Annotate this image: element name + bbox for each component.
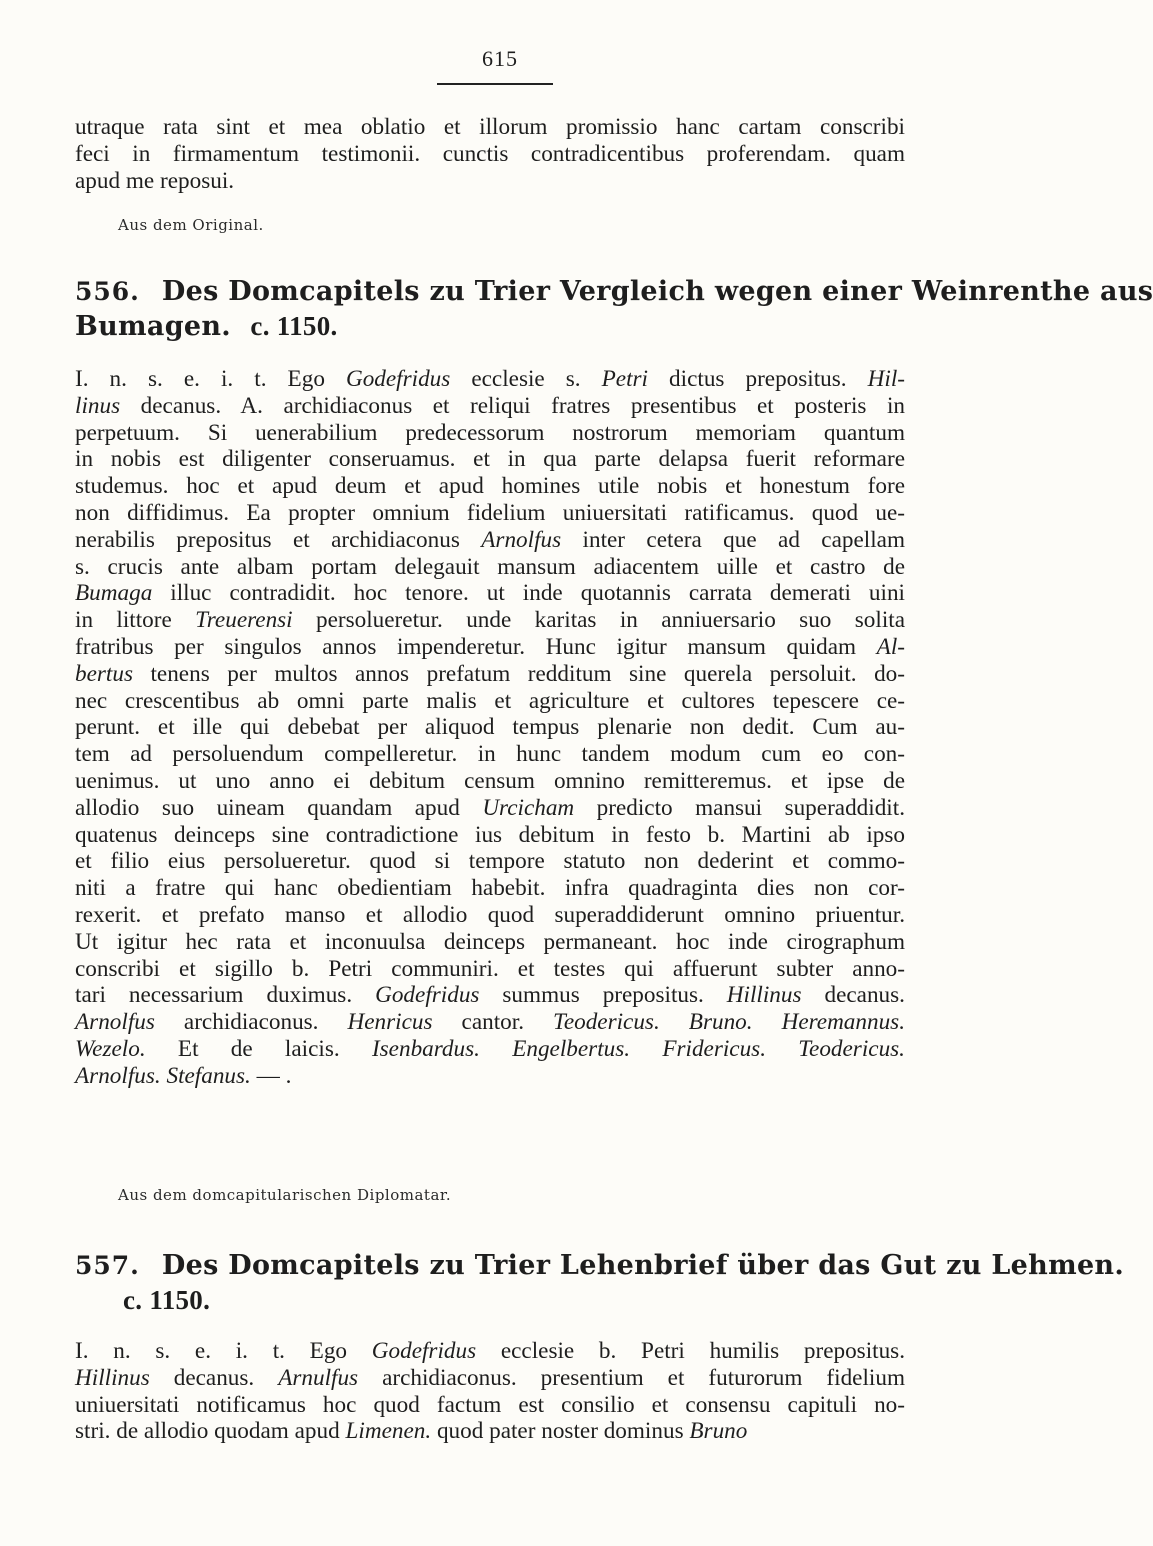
text-line: in nobis est diligenter conseruamus. et in qua parte delapsa fuerit reformare — [75, 446, 905, 473]
italic-name: Arnolfus — [481, 526, 562, 553]
text-line: I. n. s. e. i. t. Ego Godefridus ecclesie s. Petri dictus prepositus. Hil- — [75, 366, 905, 392]
text-line: nec crescentibus ab omni parte malis et agriculture et cultores tepescere ce- — [75, 687, 905, 714]
text-line: Hillinus decanus. Arnulfus archidiaconus. presentium et futurorum fidelium — [75, 1364, 905, 1391]
text-line: fratribus per singulos annos impenderetur. Hunc igitur mansum quidam Al- — [75, 633, 905, 660]
text-line: et filio eius persolueretur. quod si tempore statuto non dederint et commo- — [75, 848, 905, 875]
italic-name: Henricus — [347, 1009, 433, 1036]
italic-name: Godefridus — [371, 1338, 477, 1364]
text-line: utraque rata sint et mea oblatio et illorum promissio hanc cartam conscribi — [75, 114, 905, 140]
italic-name: Wezelo. — [75, 1035, 146, 1062]
text-line: tari necessarium duximus. Godefridus summus prepositus. Hillinus decanus. — [75, 982, 905, 1009]
text-line: apud me reposui. — [75, 167, 235, 194]
italic-name: Treuerensi — [195, 607, 293, 634]
doc557-paragraph — [75, 1338, 905, 1445]
italic-name: Bruno — [689, 1418, 748, 1445]
text-line: studemus. hoc et apud deum et apud homines utile nobis et honestum fore — [75, 473, 905, 500]
doc556-heading — [75, 274, 1153, 344]
text-line: Bumaga illuc contradidit. hoc tenore. ut inde quotannis carrata demerati uini — [75, 580, 905, 607]
doc556-source-note: Aus dem domcapitularischen Diplomatar. — [118, 1186, 452, 1204]
text-line: tem ad persoluendum compelleretur. in hunc tandem modum cum eo con- — [75, 741, 905, 768]
italic-name: Arnolfus. Stefanus. — [75, 1062, 251, 1089]
italic-name: Arnulfus — [278, 1364, 359, 1391]
italic-name: Hillinus — [75, 1364, 150, 1391]
italic-name: Petri — [601, 366, 648, 392]
text-line: in littore Treuerensi persolueretur. unde karitas in anniuersario suo solita — [75, 607, 905, 634]
text-line: Ut igitur hec rata et inconuulsa deinceps permaneant. hoc inde cirographum — [75, 928, 905, 955]
italic-name: Urcicham — [482, 794, 575, 821]
intro-text — [75, 114, 905, 194]
text-line: allodio suo uineam quandam apud Urcicham predicto mansui superaddidit. — [75, 794, 905, 821]
text-line: uenimus. ut uno anno ei debitum censum omnino remitteremus. et ipse de — [75, 767, 905, 794]
italic-name: Teodericus. Bruno. Heremannus. — [553, 1009, 906, 1036]
doc557-date: c. 1150. — [123, 1285, 211, 1315]
doc556-number: 556. — [75, 277, 140, 306]
text-line: Arnolfus. Stefanus. — . — [75, 1062, 292, 1089]
italic-name: bertus — [75, 660, 133, 687]
italic-name: Al- — [876, 633, 905, 660]
doc556-title-cont: Bumagen. — [75, 311, 232, 342]
italic-name: Godefridus — [345, 366, 451, 392]
text-line: feci in firmamentum testimonii. cunctis contradicentibus proferendam. quam — [75, 140, 905, 167]
text-line: Arnolfus archidiaconus. Henricus cantor. Teodericus. Bruno. Heremannus. — [75, 1009, 906, 1036]
page-number-rule — [437, 83, 553, 85]
text-line: rexerit. et prefato manso et allodio quod superaddiderunt omnino priuentur. — [75, 901, 905, 928]
text-line: s. crucis ante albam portam delegauit mansum adiacentem uille et castro de — [75, 553, 905, 580]
text-line: non diffidimus. Ea propter omnium fidelium uniuersitati ratificamus. quod ue- — [75, 499, 905, 526]
italic-name: Limenen. — [345, 1418, 432, 1445]
italic-name: linus — [75, 392, 121, 419]
text-line: quatenus deinceps sine contradictione ius debitum in festo b. Martini ab ipso — [75, 821, 905, 848]
italic-name: Isenbardus. Engelbertus. Fridericus. Teodericus. — [371, 1035, 905, 1062]
text-line: Wezelo. Et de laicis. Isenbardus. Engelbertus. Fridericus. Teodericus. — [75, 1035, 905, 1062]
text-line: uniuersitati notificamus hoc quod factum est consilio et consensu capituli no- — [75, 1391, 905, 1418]
italic-name: Arnolfus — [75, 1009, 155, 1036]
italic-name: Godefridus — [375, 982, 480, 1009]
text-line: conscribi et sigillo b. Petri communiri. et testes qui affuerunt subter anno- — [75, 955, 905, 982]
intro-source-note: Aus dem Original. — [118, 216, 264, 234]
text-line: linus decanus. A. archidiaconus et reliqui fratres presentibus et posteris in — [75, 392, 905, 419]
doc556-text — [75, 366, 905, 1090]
text-line: I. n. s. e. i. t. Ego Godefridus ecclesie b. Petri humilis prepositus. — [75, 1338, 905, 1364]
doc556-title: Des Domcapitels zu Trier Vergleich wegen einer Weinrenthe aus — [161, 276, 1153, 307]
doc556-paragraph — [75, 366, 905, 1090]
doc556-date: c. 1150. — [250, 311, 338, 341]
text-line: perpetuum. Si uenerabilium predecessorum nostrorum memoriam quantum — [75, 419, 905, 446]
doc557-number: 557. — [75, 1251, 140, 1280]
text-line: stri. de allodio quodam apud Limenen. quod pater noster dominus Bruno — [75, 1418, 748, 1445]
doc557-text — [75, 1338, 905, 1445]
doc557-title: Des Domcapitels zu Trier Lehenbrief über das Gut zu Lehmen. — [161, 1250, 1125, 1281]
italic-name: Bumaga — [75, 580, 153, 607]
text-line: bertus tenens per multos annos prefatum redditum sine querela persoluit. do- — [75, 660, 905, 687]
italic-name: Hillinus — [726, 982, 802, 1009]
text-line: perunt. et ille qui debebat per aliquod tempus plenarie non dedit. Cum au- — [75, 714, 905, 741]
doc557-heading — [75, 1248, 1125, 1318]
text-line: niti a fratre qui hanc obedientiam habebit. infra quadraginta dies non cor- — [75, 875, 905, 902]
italic-name: Hil- — [867, 366, 905, 392]
text-line: nerabilis prepositus et archidiaconus Arnolfus inter cetera que ad capellam — [75, 526, 905, 553]
page-number: 615 — [482, 46, 518, 71]
intro-paragraph — [75, 114, 905, 194]
